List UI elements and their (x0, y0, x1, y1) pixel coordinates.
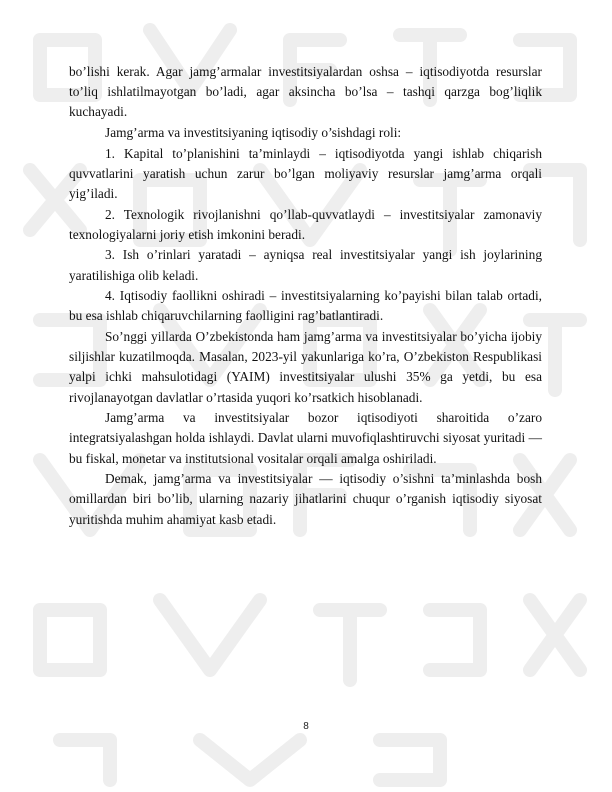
paragraph-8: Jamg’arma va investitsiyalar bozor iqtisodiyoti sharoitida o’zaro integratsiyalashgan holda ishlaydi. Davlat ularni muvofiqlashtiruvchi siyosat yuritadi — bu fiskal, monetar va institutsional vositalar orqali amalga oshiriladi. (69, 410, 542, 466)
paragraph-7: So’nggi yillarda O’zbekistonda ham jamg’arma va investitsiyalar bo’yicha ijobiy siljishlar kuzatilmoqda. Masalan, 2023-yil yakunlariga ko’ra, O’zbekiston Respublikasi yalpi ichki mahsulotidagi (YAIM) investitsiyalar ulushi 35% ga yetdi, bu esa rivojlanayotgan davlatlar o’rtasida yuqori ko’rsatkich hisoblanadi. (69, 328, 542, 405)
paragraph-9: Demak, jamg’arma va investitsiyalar — iqtisodiy o’sishni ta’minlashda bosh omillardan biri bo’lib, ularning nazariy jihatlarini chuqur o’rganish iqtisodiy siyosat yuritishda muhim ahamiyat kasb etadi. (69, 471, 542, 527)
paragraph-2: Jamg’arma va investitsiyaning iqtisodiy o’sishdagi roli: (105, 125, 402, 140)
document-body (69, 62, 542, 530)
paragraph-3: 1. Kapital to’planishini ta’minlaydi – iqtisodiyotda yangi ishlab chiqarish quvvatlarini yaratish uchun zarur bo’lgan moliyaviy resurslar jamg’arma orqali yig’iladi. (69, 145, 542, 201)
page-number: 8 (303, 721, 309, 732)
paragraph-5: 3. Ish o’rinlari yaratadi – ayniqsa real investitsiyalar yangi ish joylarining yaratilishiga olib keladi. (69, 247, 542, 283)
paragraph-1: bo’lishi kerak. Agar jamg’armalar investitsiyalardan oshsa – iqtisodiyotda resurslar to’liq ishlatilmayotgan bo’ladi, agar aksincha bo’lsa – tashqi qarzga bog’liqlik kuchayadi. (69, 64, 542, 120)
paragraph-6: 4. Iqtisodiy faollikni oshiradi – investitsiyalarning ko’payishi bilan talab ortadi, bu esa ishlab chiqaruvchilarning faolligini rag’batlantiradi. (69, 288, 542, 324)
paragraph-4: 2. Texnologik rivojlanishni qo’llab-quvvatlaydi – investitsiyalar zamonaviy texnologiyalarni joriy etish imkonini beradi. (69, 206, 542, 242)
